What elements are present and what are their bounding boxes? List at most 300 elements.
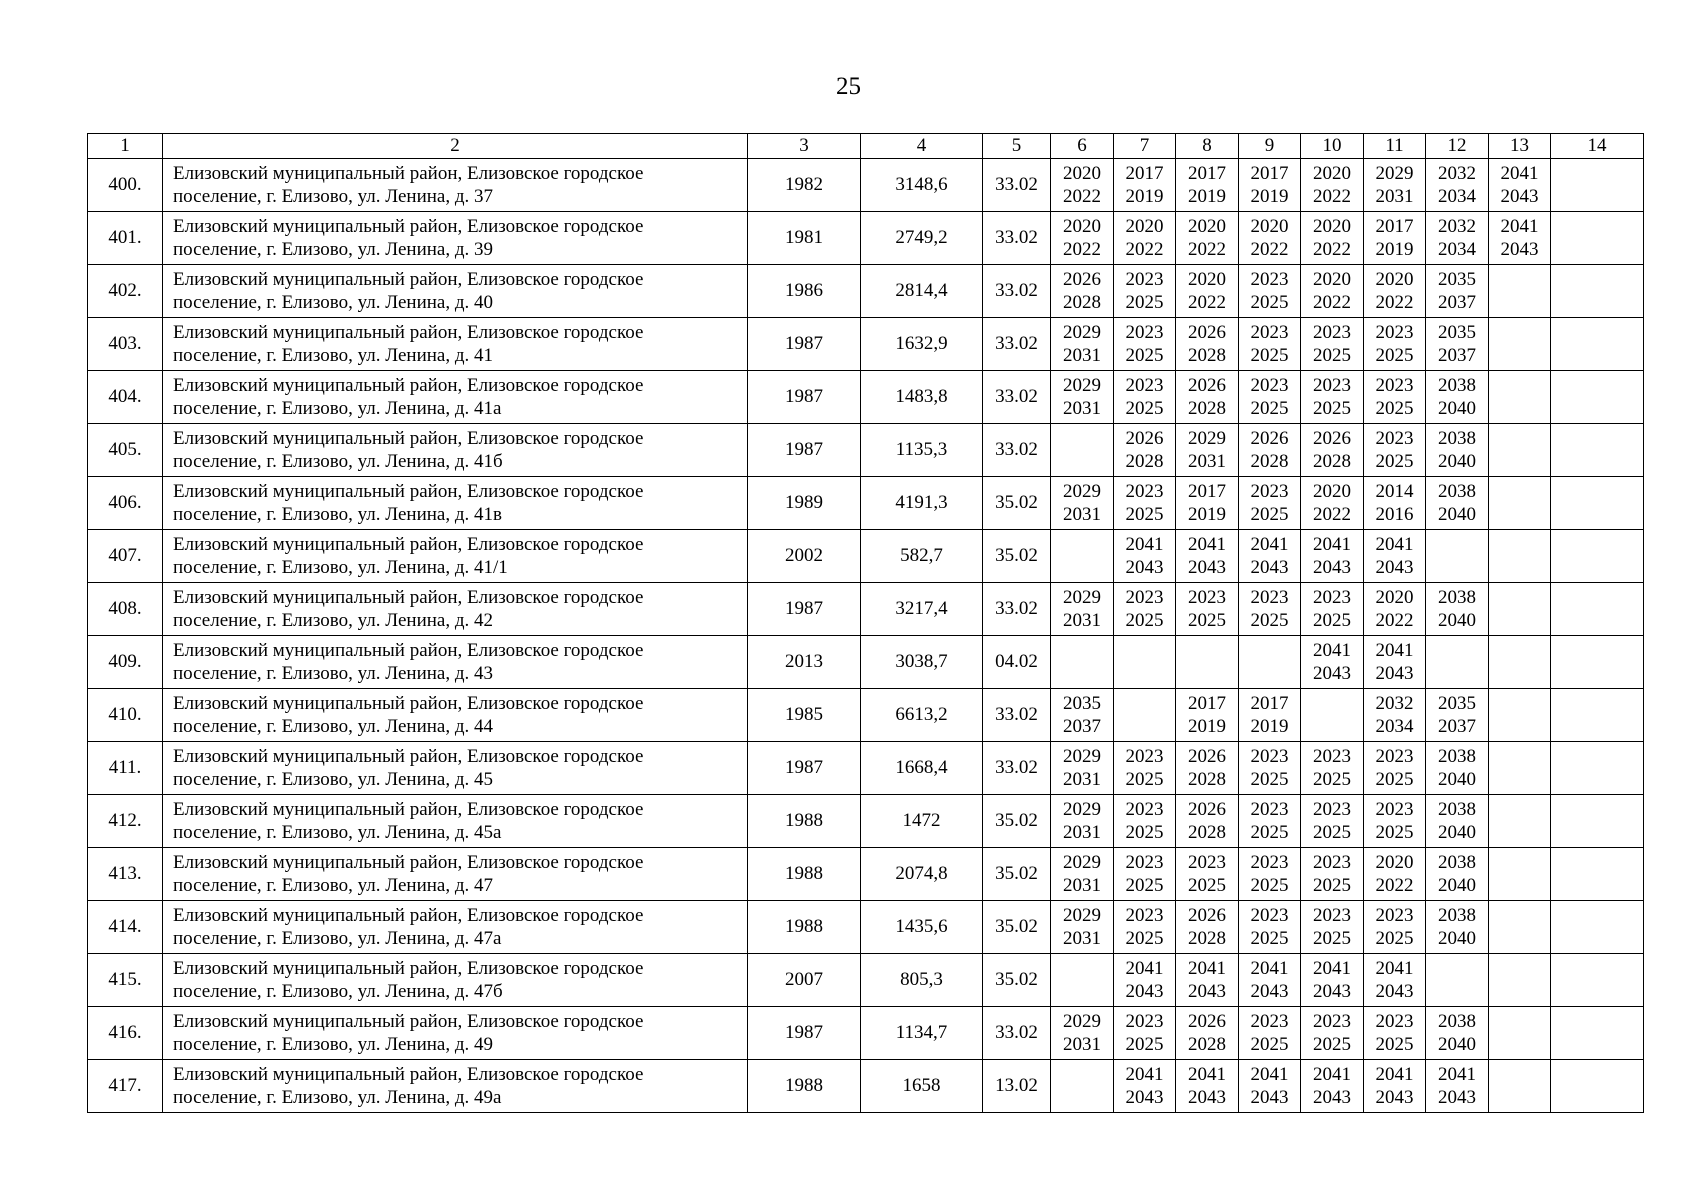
period-start: 2041 xyxy=(1500,163,1539,184)
period-cell-col-7 xyxy=(1114,265,1176,318)
period-start: 2035 xyxy=(1063,693,1101,714)
period-cell-col-6 xyxy=(1051,424,1114,477)
period-start: 2023 xyxy=(1313,587,1351,608)
period-cell-col-14 xyxy=(1551,1007,1644,1060)
table-row xyxy=(88,636,1644,689)
period-start: 2041 xyxy=(1188,534,1226,555)
build-year-cell: 1982 xyxy=(748,159,861,212)
period-start: 2023 xyxy=(1313,905,1351,926)
period-cell-col-7 xyxy=(1114,689,1176,742)
period-end: 2037 xyxy=(1063,716,1101,737)
period-cell-col-8 xyxy=(1176,530,1239,583)
period-cell-col-12 xyxy=(1426,954,1489,1007)
period-end: 2025 xyxy=(1375,1034,1414,1055)
period-end: 2025 xyxy=(1188,875,1226,896)
period-end: 2040 xyxy=(1438,928,1476,949)
row-number: 410. xyxy=(88,689,163,742)
period-cell-col-14 xyxy=(1551,530,1644,583)
period-start: 2029 xyxy=(1063,587,1101,608)
period-end: 2025 xyxy=(1313,398,1351,419)
period-start: 2035 xyxy=(1438,269,1476,290)
period-cell-col-13 xyxy=(1489,1007,1551,1060)
period-start: 2029 xyxy=(1063,322,1101,343)
period-start: 2023 xyxy=(1375,1011,1414,1032)
period-start: 2038 xyxy=(1438,481,1476,502)
address-line-2: поселение, г. Елизово, ул. Ленина, д. 40 xyxy=(173,292,494,313)
period-cell-col-12 xyxy=(1426,212,1489,265)
period-end: 2025 xyxy=(1313,345,1351,366)
period-start: 2023 xyxy=(1375,322,1414,343)
period-cell-col-12 xyxy=(1426,795,1489,848)
area-cell: 2814,4 xyxy=(861,265,983,318)
period-end: 2034 xyxy=(1438,239,1476,260)
area-cell: 1134,7 xyxy=(861,1007,983,1060)
period-cell-col-11 xyxy=(1364,424,1426,477)
code-cell: 33.02 xyxy=(983,265,1051,318)
period-end: 2025 xyxy=(1250,610,1289,631)
row-number: 416. xyxy=(88,1007,163,1060)
address-cell xyxy=(163,477,748,530)
period-end: 2025 xyxy=(1313,769,1351,790)
period-cell-col-13 xyxy=(1489,371,1551,424)
period-start: 2029 xyxy=(1063,375,1101,396)
period-end: 2022 xyxy=(1125,239,1164,260)
area-cell: 3148,6 xyxy=(861,159,983,212)
period-cell-col-9 xyxy=(1239,795,1301,848)
period-end: 2025 xyxy=(1375,451,1414,472)
period-cell-col-7 xyxy=(1114,424,1176,477)
period-cell-col-9 xyxy=(1239,477,1301,530)
period-cell-col-6 xyxy=(1051,265,1114,318)
period-cell-col-11 xyxy=(1364,795,1426,848)
code-cell: 33.02 xyxy=(983,318,1051,371)
period-cell-col-13 xyxy=(1489,954,1551,1007)
period-cell-col-13 xyxy=(1489,901,1551,954)
period-cell-col-12 xyxy=(1426,636,1489,689)
table-row xyxy=(88,212,1644,265)
address-line-2: поселение, г. Елизово, ул. Ленина, д. 45 xyxy=(173,769,494,790)
period-start: 2020 xyxy=(1375,587,1414,608)
row-number: 400. xyxy=(88,159,163,212)
address-cell xyxy=(163,159,748,212)
address-line-2: поселение, г. Елизово, ул. Ленина, д. 41/1 xyxy=(173,557,508,578)
period-cell-col-11 xyxy=(1364,1007,1426,1060)
period-start: 2023 xyxy=(1313,322,1351,343)
period-cell-col-7 xyxy=(1114,477,1176,530)
table-row xyxy=(88,848,1644,901)
period-cell-col-11 xyxy=(1364,212,1426,265)
period-end: 2028 xyxy=(1188,769,1226,790)
period-start: 2029 xyxy=(1063,1011,1101,1032)
period-end: 2043 xyxy=(1375,1087,1414,1108)
period-start: 2020 xyxy=(1063,163,1101,184)
period-cell-col-14 xyxy=(1551,954,1644,1007)
table-row xyxy=(88,954,1644,1007)
table-row xyxy=(88,265,1644,318)
period-end: 2019 xyxy=(1188,716,1226,737)
period-start: 2029 xyxy=(1188,428,1226,449)
area-cell: 4191,3 xyxy=(861,477,983,530)
address-line-2: поселение, г. Елизово, ул. Ленина, д. 47 xyxy=(173,875,494,896)
period-end: 2031 xyxy=(1063,345,1101,366)
period-cell-col-6 xyxy=(1051,848,1114,901)
period-cell-col-10 xyxy=(1301,636,1364,689)
code-cell: 33.02 xyxy=(983,159,1051,212)
address-cell xyxy=(163,212,748,265)
period-cell-col-9 xyxy=(1239,901,1301,954)
period-end: 2028 xyxy=(1188,345,1226,366)
row-number: 404. xyxy=(88,371,163,424)
row-number: 415. xyxy=(88,954,163,1007)
row-number: 407. xyxy=(88,530,163,583)
row-number: 408. xyxy=(88,583,163,636)
period-cell-col-14 xyxy=(1551,689,1644,742)
period-cell-col-9 xyxy=(1239,689,1301,742)
period-cell-col-13 xyxy=(1489,689,1551,742)
period-cell-col-10 xyxy=(1301,371,1364,424)
period-end: 2025 xyxy=(1125,1034,1164,1055)
period-end: 2028 xyxy=(1188,822,1226,843)
period-cell-col-11 xyxy=(1364,265,1426,318)
address-line-1: Елизовский муниципальный район, Елизовское городское xyxy=(173,216,644,237)
period-cell-col-6 xyxy=(1051,742,1114,795)
period-start: 2041 xyxy=(1438,1064,1476,1085)
period-start: 2023 xyxy=(1250,1011,1289,1032)
period-start: 2041 xyxy=(1250,958,1289,979)
period-start: 2020 xyxy=(1375,852,1414,873)
address-line-1: Елизовский муниципальный район, Елизовское городское xyxy=(173,375,644,396)
period-cell-col-10 xyxy=(1301,689,1364,742)
column-header-6: 6 xyxy=(1051,134,1114,159)
period-end: 2031 xyxy=(1063,610,1101,631)
code-cell: 33.02 xyxy=(983,424,1051,477)
period-start: 2017 xyxy=(1188,163,1226,184)
period-start: 2023 xyxy=(1125,852,1164,873)
period-start: 2041 xyxy=(1313,640,1351,661)
period-cell-col-6 xyxy=(1051,795,1114,848)
row-number: 406. xyxy=(88,477,163,530)
period-end: 2043 xyxy=(1188,981,1226,1002)
period-start: 2017 xyxy=(1188,693,1226,714)
period-cell-col-12 xyxy=(1426,583,1489,636)
period-cell-col-10 xyxy=(1301,212,1364,265)
period-cell-col-11 xyxy=(1364,954,1426,1007)
period-cell-col-10 xyxy=(1301,795,1364,848)
row-number: 402. xyxy=(88,265,163,318)
period-cell-col-10 xyxy=(1301,318,1364,371)
column-header-9: 9 xyxy=(1239,134,1301,159)
area-cell: 582,7 xyxy=(861,530,983,583)
period-cell-col-6 xyxy=(1051,212,1114,265)
period-cell-col-14 xyxy=(1551,848,1644,901)
period-end: 2019 xyxy=(1188,504,1226,525)
column-header-1: 1 xyxy=(88,134,163,159)
period-end: 2031 xyxy=(1063,875,1101,896)
period-start: 2041 xyxy=(1500,216,1539,237)
period-start: 2020 xyxy=(1313,216,1351,237)
period-start: 2023 xyxy=(1375,428,1414,449)
period-cell-col-9 xyxy=(1239,424,1301,477)
period-end: 2028 xyxy=(1313,451,1351,472)
address-line-2: поселение, г. Елизово, ул. Ленина, д. 41б xyxy=(173,451,503,472)
period-cell-col-11 xyxy=(1364,636,1426,689)
period-start: 2023 xyxy=(1125,375,1164,396)
period-cell-col-6 xyxy=(1051,1060,1114,1113)
period-cell-col-6 xyxy=(1051,636,1114,689)
period-end: 2025 xyxy=(1250,292,1289,313)
period-start: 2023 xyxy=(1250,322,1289,343)
row-number: 411. xyxy=(88,742,163,795)
period-start: 2023 xyxy=(1313,1011,1351,1032)
period-end: 2043 xyxy=(1188,557,1226,578)
build-year-cell: 1985 xyxy=(748,689,861,742)
period-start: 2041 xyxy=(1125,958,1164,979)
period-start: 2023 xyxy=(1125,481,1164,502)
period-cell-col-14 xyxy=(1551,583,1644,636)
page-number: 25 xyxy=(836,73,861,100)
area-cell: 1435,6 xyxy=(861,901,983,954)
period-cell-col-9 xyxy=(1239,636,1301,689)
period-cell-col-12 xyxy=(1426,1007,1489,1060)
period-cell-col-11 xyxy=(1364,477,1426,530)
address-cell xyxy=(163,530,748,583)
period-end: 2025 xyxy=(1250,928,1289,949)
period-end: 2031 xyxy=(1063,504,1101,525)
period-start: 2038 xyxy=(1438,852,1476,873)
period-cell-col-9 xyxy=(1239,583,1301,636)
period-cell-col-8 xyxy=(1176,371,1239,424)
period-cell-col-10 xyxy=(1301,1060,1364,1113)
period-end: 2019 xyxy=(1375,239,1414,260)
period-end: 2022 xyxy=(1188,239,1226,260)
period-end: 2040 xyxy=(1438,875,1476,896)
period-cell-col-8 xyxy=(1176,477,1239,530)
period-cell-col-7 xyxy=(1114,583,1176,636)
period-cell-col-8 xyxy=(1176,318,1239,371)
period-end: 2025 xyxy=(1125,292,1164,313)
period-cell-col-10 xyxy=(1301,530,1364,583)
period-start: 2017 xyxy=(1125,163,1164,184)
period-start: 2017 xyxy=(1188,481,1226,502)
period-end: 2043 xyxy=(1375,981,1414,1002)
address-line-1: Елизовский муниципальный район, Елизовское городское xyxy=(173,428,644,449)
period-end: 2043 xyxy=(1250,1087,1289,1108)
period-cell-col-9 xyxy=(1239,530,1301,583)
period-cell-col-14 xyxy=(1551,1060,1644,1113)
period-cell-col-9 xyxy=(1239,848,1301,901)
period-cell-col-13 xyxy=(1489,742,1551,795)
period-end: 2025 xyxy=(1125,875,1164,896)
area-cell: 1135,3 xyxy=(861,424,983,477)
period-end: 2019 xyxy=(1250,716,1289,737)
period-end: 2025 xyxy=(1125,822,1164,843)
period-cell-col-8 xyxy=(1176,901,1239,954)
build-year-cell: 1981 xyxy=(748,212,861,265)
period-start: 2023 xyxy=(1313,852,1351,873)
period-cell-col-8 xyxy=(1176,583,1239,636)
code-cell: 33.02 xyxy=(983,212,1051,265)
period-end: 2037 xyxy=(1438,716,1476,737)
period-cell-col-8 xyxy=(1176,212,1239,265)
period-end: 2022 xyxy=(1063,239,1101,260)
address-line-2: поселение, г. Елизово, ул. Ленина, д. 41в xyxy=(173,504,502,525)
period-end: 2019 xyxy=(1188,186,1226,207)
period-cell-col-8 xyxy=(1176,689,1239,742)
build-year-cell: 1986 xyxy=(748,265,861,318)
period-start: 2026 xyxy=(1063,269,1101,290)
period-cell-col-12 xyxy=(1426,742,1489,795)
row-number: 414. xyxy=(88,901,163,954)
period-end: 2025 xyxy=(1250,1034,1289,1055)
period-start: 2041 xyxy=(1375,640,1414,661)
code-cell: 35.02 xyxy=(983,848,1051,901)
area-cell: 1668,4 xyxy=(861,742,983,795)
period-cell-col-12 xyxy=(1426,689,1489,742)
address-cell xyxy=(163,1060,748,1113)
period-start: 2029 xyxy=(1375,163,1414,184)
period-start: 2020 xyxy=(1125,216,1164,237)
period-start: 2026 xyxy=(1250,428,1289,449)
period-cell-col-14 xyxy=(1551,742,1644,795)
period-start: 2023 xyxy=(1188,587,1226,608)
area-cell: 1658 xyxy=(861,1060,983,1113)
period-end: 2025 xyxy=(1125,610,1164,631)
area-cell: 1483,8 xyxy=(861,371,983,424)
period-cell-col-9 xyxy=(1239,742,1301,795)
address-cell xyxy=(163,795,748,848)
period-cell-col-13 xyxy=(1489,424,1551,477)
address-line-2: поселение, г. Елизово, ул. Ленина, д. 44 xyxy=(173,716,494,737)
period-end: 2040 xyxy=(1438,610,1476,631)
table-row xyxy=(88,742,1644,795)
period-start: 2026 xyxy=(1188,322,1226,343)
period-cell-col-11 xyxy=(1364,159,1426,212)
period-cell-col-6 xyxy=(1051,1007,1114,1060)
column-header-7: 7 xyxy=(1114,134,1176,159)
period-start: 2032 xyxy=(1438,163,1476,184)
table-row xyxy=(88,583,1644,636)
address-cell xyxy=(163,901,748,954)
address-cell xyxy=(163,1007,748,1060)
address-cell xyxy=(163,424,748,477)
period-cell-col-8 xyxy=(1176,954,1239,1007)
period-start: 2029 xyxy=(1063,746,1101,767)
period-start: 2029 xyxy=(1063,905,1101,926)
period-cell-col-7 xyxy=(1114,742,1176,795)
column-header-10: 10 xyxy=(1301,134,1364,159)
period-start: 2020 xyxy=(1313,269,1351,290)
period-start: 2026 xyxy=(1188,1011,1226,1032)
period-start: 2026 xyxy=(1125,428,1164,449)
period-end: 2031 xyxy=(1063,928,1101,949)
period-start: 2041 xyxy=(1250,1064,1289,1085)
period-cell-col-11 xyxy=(1364,848,1426,901)
table-row xyxy=(88,477,1644,530)
period-start: 2038 xyxy=(1438,799,1476,820)
code-cell: 13.02 xyxy=(983,1060,1051,1113)
code-cell: 33.02 xyxy=(983,1007,1051,1060)
code-cell: 35.02 xyxy=(983,795,1051,848)
address-cell xyxy=(163,848,748,901)
period-start: 2032 xyxy=(1375,693,1414,714)
period-end: 2025 xyxy=(1125,398,1164,419)
period-cell-col-12 xyxy=(1426,371,1489,424)
period-cell-col-14 xyxy=(1551,318,1644,371)
period-cell-col-8 xyxy=(1176,1060,1239,1113)
address-line-2: поселение, г. Елизово, ул. Ленина, д. 45а xyxy=(173,822,502,843)
address-line-1: Елизовский муниципальный район, Елизовское городское xyxy=(173,481,644,502)
period-start: 2029 xyxy=(1063,481,1101,502)
period-start: 2020 xyxy=(1375,269,1414,290)
period-start: 2023 xyxy=(1375,799,1414,820)
period-start: 2023 xyxy=(1250,587,1289,608)
period-end: 2025 xyxy=(1250,504,1289,525)
period-cell-col-13 xyxy=(1489,795,1551,848)
build-year-cell: 1987 xyxy=(748,583,861,636)
code-cell: 33.02 xyxy=(983,583,1051,636)
period-end: 2040 xyxy=(1438,822,1476,843)
period-cell-col-12 xyxy=(1426,530,1489,583)
period-cell-col-6 xyxy=(1051,689,1114,742)
column-header-12: 12 xyxy=(1426,134,1489,159)
row-number: 409. xyxy=(88,636,163,689)
period-cell-col-12 xyxy=(1426,1060,1489,1113)
period-end: 2016 xyxy=(1375,504,1414,525)
area-cell: 805,3 xyxy=(861,954,983,1007)
period-end: 2043 xyxy=(1500,239,1539,260)
period-cell-col-13 xyxy=(1489,477,1551,530)
period-start: 2020 xyxy=(1188,216,1226,237)
period-end: 2025 xyxy=(1125,504,1164,525)
period-cell-col-8 xyxy=(1176,636,1239,689)
period-cell-col-13 xyxy=(1489,1060,1551,1113)
period-cell-col-14 xyxy=(1551,795,1644,848)
build-year-cell: 1987 xyxy=(748,371,861,424)
period-start: 2035 xyxy=(1438,322,1476,343)
build-year-cell: 1987 xyxy=(748,1007,861,1060)
period-cell-col-11 xyxy=(1364,689,1426,742)
period-cell-col-7 xyxy=(1114,371,1176,424)
period-end: 2022 xyxy=(1313,504,1351,525)
period-cell-col-8 xyxy=(1176,424,1239,477)
period-start: 2020 xyxy=(1313,163,1351,184)
period-cell-col-7 xyxy=(1114,901,1176,954)
code-cell: 33.02 xyxy=(983,689,1051,742)
build-year-cell: 1988 xyxy=(748,1060,861,1113)
code-cell: 35.02 xyxy=(983,530,1051,583)
period-start: 2041 xyxy=(1250,534,1289,555)
period-cell-col-6 xyxy=(1051,583,1114,636)
period-cell-col-12 xyxy=(1426,159,1489,212)
build-year-cell: 1988 xyxy=(748,901,861,954)
period-cell-col-14 xyxy=(1551,477,1644,530)
period-start: 2026 xyxy=(1188,799,1226,820)
period-end: 2025 xyxy=(1375,345,1414,366)
period-cell-col-6 xyxy=(1051,318,1114,371)
period-end: 2040 xyxy=(1438,504,1476,525)
row-number: 405. xyxy=(88,424,163,477)
code-cell: 35.02 xyxy=(983,477,1051,530)
period-cell-col-6 xyxy=(1051,159,1114,212)
address-line-1: Елизовский муниципальный район, Елизовское городское xyxy=(173,852,644,873)
period-start: 2023 xyxy=(1250,746,1289,767)
period-cell-col-10 xyxy=(1301,954,1364,1007)
period-end: 2022 xyxy=(1313,186,1351,207)
period-end: 2028 xyxy=(1188,928,1226,949)
column-header-3: 3 xyxy=(748,134,861,159)
area-cell: 3038,7 xyxy=(861,636,983,689)
period-cell-col-14 xyxy=(1551,424,1644,477)
